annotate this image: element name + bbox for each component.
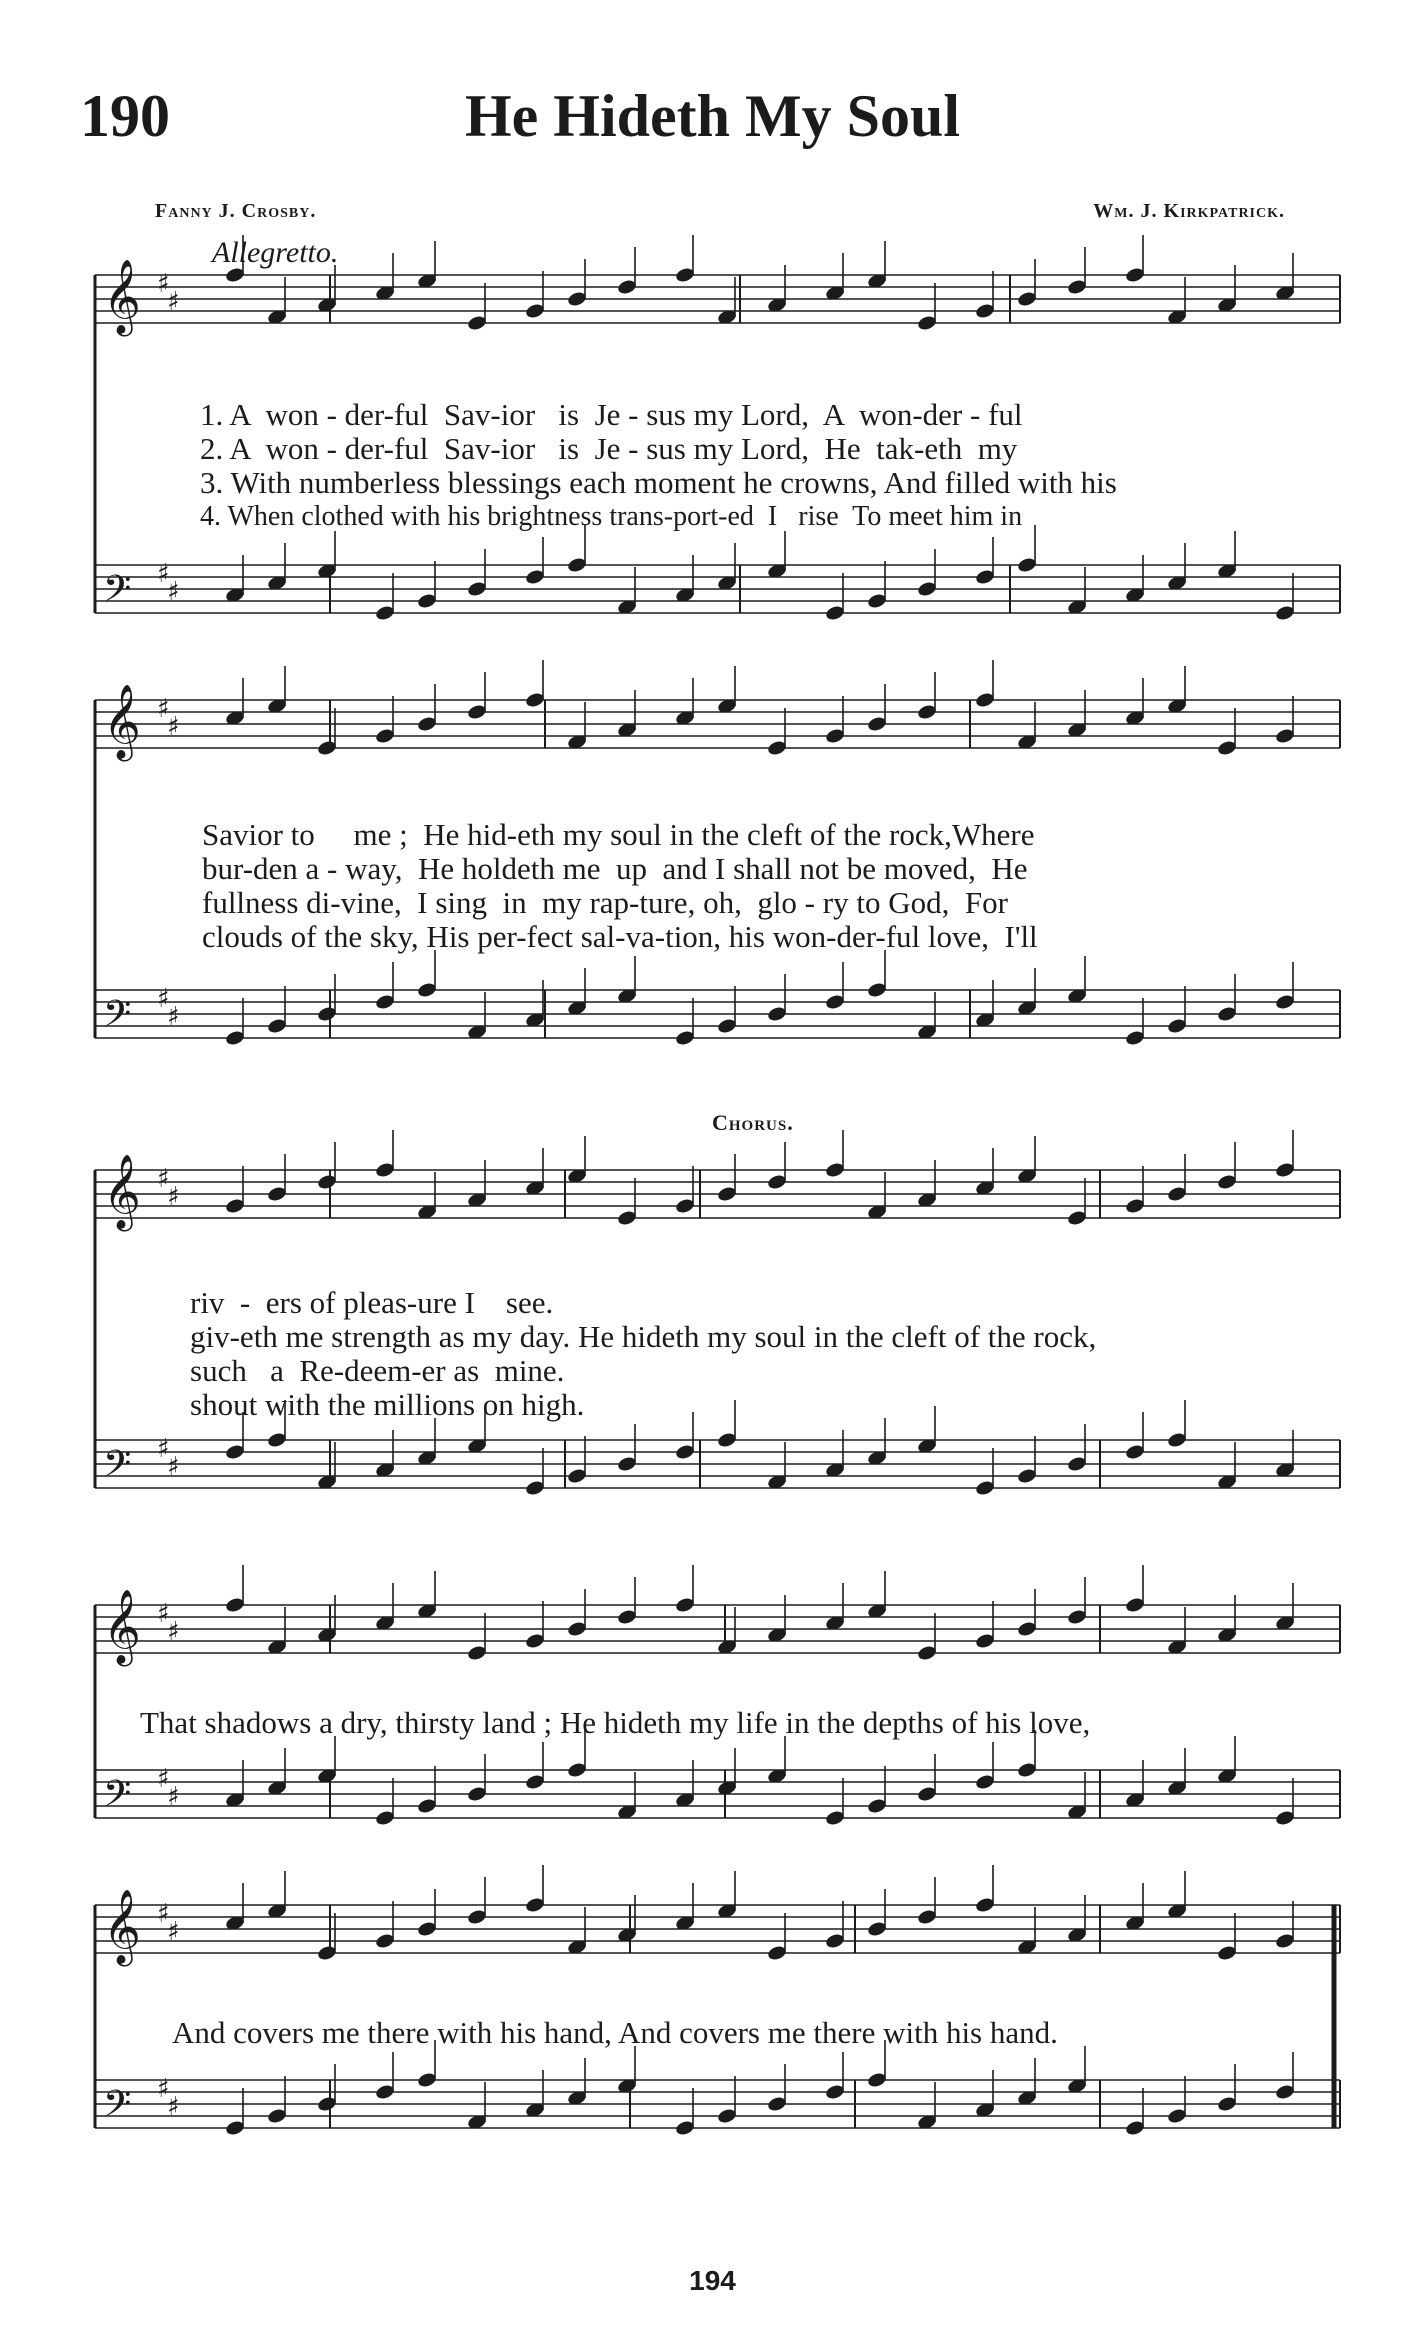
treble-clef-icon: 𝄞 xyxy=(103,1155,141,1230)
key-sharp-icon: ♯ xyxy=(157,558,170,589)
key-sharp-icon: ♯ xyxy=(167,711,180,742)
lyrics-system3-verse1: riv - ers of pleas-ure I see. xyxy=(190,1285,554,1320)
bass-clef-icon: 𝄢 xyxy=(103,2083,132,2135)
lyrics-system3-verse2: giv-eth me strength as my day. He hideth my soul in the cleft of the rock, xyxy=(190,1319,1097,1354)
bass-clef-icon: 𝄢 xyxy=(103,1443,132,1495)
hymn-number: 190 xyxy=(80,83,170,149)
lyrics-system2-verse4: clouds of the sky, His per-fect sal-va-tion, his won-der-ful love, I'll xyxy=(202,919,1038,954)
lyricist-credit: Fanny J. Crosby. xyxy=(155,200,317,222)
key-sharp-icon: ♯ xyxy=(157,693,170,724)
key-sharp-icon: ♯ xyxy=(167,1451,180,1482)
bass-clef-icon: 𝄢 xyxy=(103,993,132,1045)
bass-clef-icon: 𝄢 xyxy=(103,568,132,620)
key-sharp-icon: ♯ xyxy=(167,1001,180,1032)
treble-clef-icon: 𝄞 xyxy=(103,1890,141,1965)
treble-clef-icon: 𝄞 xyxy=(103,1590,141,1665)
treble-clef-icon: 𝄞 xyxy=(103,260,141,335)
key-sharp-icon: ♯ xyxy=(157,1898,170,1929)
key-sharp-icon: ♯ xyxy=(157,2073,170,2104)
key-sharp-icon: ♯ xyxy=(157,1163,170,1194)
page-number: 194 xyxy=(689,2265,736,2296)
lyrics-system1-verse2: 2. A won - der-ful Sav-ior is Je - sus my Lord, He tak-eth my xyxy=(200,431,1018,466)
key-sharp-icon: ♯ xyxy=(157,268,170,299)
treble-clef-icon: 𝄞 xyxy=(103,685,141,760)
composer-credit: Wm. J. Kirkpatrick. xyxy=(1093,200,1285,222)
key-sharp-icon: ♯ xyxy=(157,1763,170,1794)
hymn-title: He Hideth My Soul xyxy=(464,83,961,149)
lyrics-system3-verse3: such a Re-deem-er as mine. xyxy=(190,1353,565,1388)
lyrics-system1-verse3: 3. With numberless blessings each moment he crowns, And filled with his xyxy=(200,465,1117,500)
key-sharp-icon: ♯ xyxy=(167,286,180,317)
key-sharp-icon: ♯ xyxy=(157,983,170,1014)
bass-clef-icon: 𝄢 xyxy=(103,1773,132,1825)
key-sharp-icon: ♯ xyxy=(167,1781,180,1812)
lyrics-system2-verse1: Savior to me ; He hid-eth my soul in the cleft of the rock,Where xyxy=(202,817,1035,852)
lyrics-system1-verse4: 4. When clothed with his brightness trans-port-ed I rise To meet him in xyxy=(200,501,1023,532)
key-sharp-icon: ♯ xyxy=(167,1916,180,1947)
tempo-marking: Allegretto. xyxy=(212,236,339,269)
key-sharp-icon: ♯ xyxy=(157,1598,170,1629)
lyrics-system3-verse4: shout with the millions on high. xyxy=(190,1387,585,1422)
lyrics-system2-verse3: fullness di-vine, I sing in my rap-ture, oh, glo - ry to God, For xyxy=(202,885,1008,920)
key-sharp-icon: ♯ xyxy=(167,1616,180,1647)
key-sharp-icon: ♯ xyxy=(167,576,180,607)
key-sharp-icon: ♯ xyxy=(167,1181,180,1212)
lyrics-system2-verse2: bur-den a - way, He holdeth me up and I shall not be moved, He xyxy=(202,851,1028,886)
lyrics-system1-verse1: 1. A won - der-ful Sav-ior is Je - sus my Lord, A won-der - ful xyxy=(200,397,1023,432)
key-sharp-icon: ♯ xyxy=(167,2091,180,2122)
lyrics-system4: That shadows a dry, thirsty land ; He hideth my life in the depths of his love, xyxy=(140,1705,1091,1740)
chorus-label: Chorus. xyxy=(712,1110,794,1135)
key-sharp-icon: ♯ xyxy=(157,1433,170,1464)
lyrics-system5: And covers me there with his hand, And covers me there with his hand. xyxy=(172,2015,1058,2050)
